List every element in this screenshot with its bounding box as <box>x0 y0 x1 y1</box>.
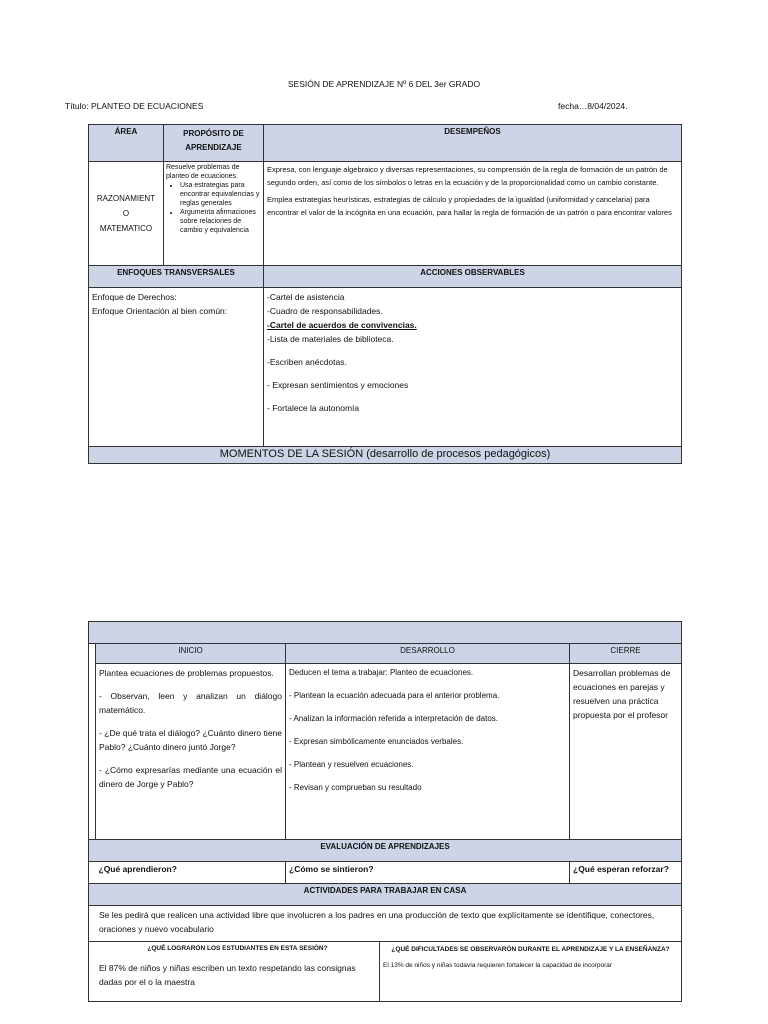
area-cell <box>89 162 164 266</box>
desarrollo-item: - Analizan la información referida a interpretación de datos. <box>289 714 499 723</box>
accion-item: -Cuadro de responsabilidades. <box>267 306 383 316</box>
proposito-bullet: • Argumenta afirmaciones sobre relaciones de cambio y equivalencia <box>180 208 261 235</box>
proposito-cell <box>164 162 264 266</box>
casa-cell: Se les pedirá que realicen una actividad libre que involucren a los padres en una producción de texto que explícitamente se identifique, conectores, oraciones y nuevo vocabulario <box>89 906 682 942</box>
desempeno-text-2: Emplea estrategias heurísticas, estrategias de cálculo y propiedades de la igualdad (uniformidad y cancelaria) para encontrar el valor de la incógnita en una ecuación, para hallar la regla de formación de un patrón o para encontrar valores <box>267 195 672 217</box>
acciones-header: ACCIONES OBSERVABLES <box>264 266 682 288</box>
desempeno-text-1: Expresa, con lenguaje algebraico y diversas representaciones, su comprensión de la regla de formación de un patrón de segundo orden, así como de los símbolos o letras en la ecuación y de la proporcionalidad como un cambio constante. <box>267 165 668 187</box>
desempenos-cell <box>264 162 682 266</box>
area-header: ÁREA <box>89 125 164 162</box>
q-reforzar: ¿Qué esperan reforzar? <box>570 862 682 884</box>
cierre-header: CIERRE <box>570 644 682 664</box>
enfoque-item: Enfoque de Derechos: <box>92 292 177 302</box>
inicio-item: - ¿Cómo expresarías mediante una ecuación el dinero de Jorge y Pablo? <box>99 765 282 789</box>
desarrollo-item: Deducen el tema a trabajar: Planteo de ecuaciones. <box>289 668 474 677</box>
desarrollo-header: DESARROLLO <box>286 644 570 664</box>
proposito-header: PROPÓSITO DE APRENDIZAJE <box>164 125 264 162</box>
desarrollo-item: - Expresan simbólicamente enunciados verbales. <box>289 737 464 746</box>
dificultades-header: ¿QUÉ DIFICULTADES SE OBSERVARÓN DURANTE EL APRENDIZAJE Y LA ENSEÑANZA? <box>391 946 670 953</box>
desarrollo-item: - Revisan y comprueban su resultado <box>289 783 422 792</box>
momentos-header: MOMENTOS DE LA SESIÓN (desarrollo de procesos pedagógicos) <box>89 447 682 464</box>
inicio-item: - Observan, leen y analizan un diálogo matemático. <box>99 691 282 715</box>
session-topic: Título: PLANTEO DE ECUACIONES <box>65 101 204 111</box>
desarrollo-item: - Plantean y resuelven ecuaciones. <box>289 760 414 769</box>
area-line-1: RAZONAMIENT <box>96 194 156 203</box>
cierre-cell: Desarrollan problemas de ecuaciones en parejas y resuelven una práctica propuesta por el profesor <box>570 664 682 840</box>
inicio-item: - ¿De qué trata el diálogo? ¿Cuánto dinero tiene Pablo? ¿Cuánto dinero juntó Jorge? <box>99 728 282 752</box>
lograron-header: ¿QUÉ LOGRARON LOS ESTUDIANTES EN ESTA SESIÓN? <box>147 945 328 952</box>
area-line-2: O <box>122 209 130 218</box>
accion-item: - Expresan sentimientos y emociones <box>267 380 409 390</box>
desarrollo-item: - Plantean la ecuación adecuada para el anterior problema. <box>289 691 500 700</box>
area-line-3: MATEMATICO <box>99 224 153 233</box>
enfoque-item: Enfoque Orientación al bien común: <box>92 306 228 316</box>
enfoques-cell <box>89 288 264 447</box>
proposito-intro: Resuelve problemas de planteo de ecuaciones. <box>166 164 240 180</box>
evaluacion-header: EVALUACIÓN DE APRENDIZAJES <box>89 840 682 862</box>
desarrollo-cell <box>286 664 570 840</box>
lograron-cell <box>89 942 380 1002</box>
inicio-header: INICIO <box>96 644 286 664</box>
session-title: SESIÓN DE APRENDIZAJE Nº 6 DEL 3er GRADO <box>287 79 481 89</box>
accion-item: -Cartel de acuerdos de convivencias. <box>267 320 417 330</box>
casa-header: ACTIVIDADES PARA TRABAJAR EN CASA <box>89 884 682 906</box>
proposito-bullet: • Usa estrategias para encontrar equivalencias y reglas generales <box>180 181 261 208</box>
spacer-cell <box>89 862 96 884</box>
q-aprendieron: ¿Qué aprendieron? <box>96 862 286 884</box>
planning-table <box>88 124 682 464</box>
accion-item: - Fortalece la autonomía <box>267 403 360 413</box>
dificultades-text: El 13% de niños y niñas todavía requieren fortalecer la capacidad de incorporar <box>383 962 613 969</box>
inicio-cell <box>96 664 286 840</box>
acciones-cell <box>264 288 682 447</box>
q-sintieron: ¿Cómo se sintieron? <box>286 862 570 884</box>
enfoques-header: ENFOQUES TRANSVERSALES <box>89 266 264 288</box>
session-date: fecha…8/04/2024. <box>558 101 628 111</box>
accion-item: -Escriben anécdotas. <box>267 357 347 367</box>
inicio-item: Plantea ecuaciones de problemas propuestos. <box>99 668 274 678</box>
desempenos-header: DESEMPEÑOS <box>264 125 682 162</box>
accion-item: -Cartel de asistencia <box>267 292 345 302</box>
margin-column <box>89 644 96 840</box>
blank-header <box>89 622 682 644</box>
accion-item: -Lista de materiales de biblioteca. <box>267 334 394 344</box>
session-table <box>88 621 682 1002</box>
dificultades-cell <box>380 942 682 1002</box>
lograron-text: El 87% de niños y niñas escriben un texto respetando las consignas dadas por el o la maestra <box>99 963 356 987</box>
